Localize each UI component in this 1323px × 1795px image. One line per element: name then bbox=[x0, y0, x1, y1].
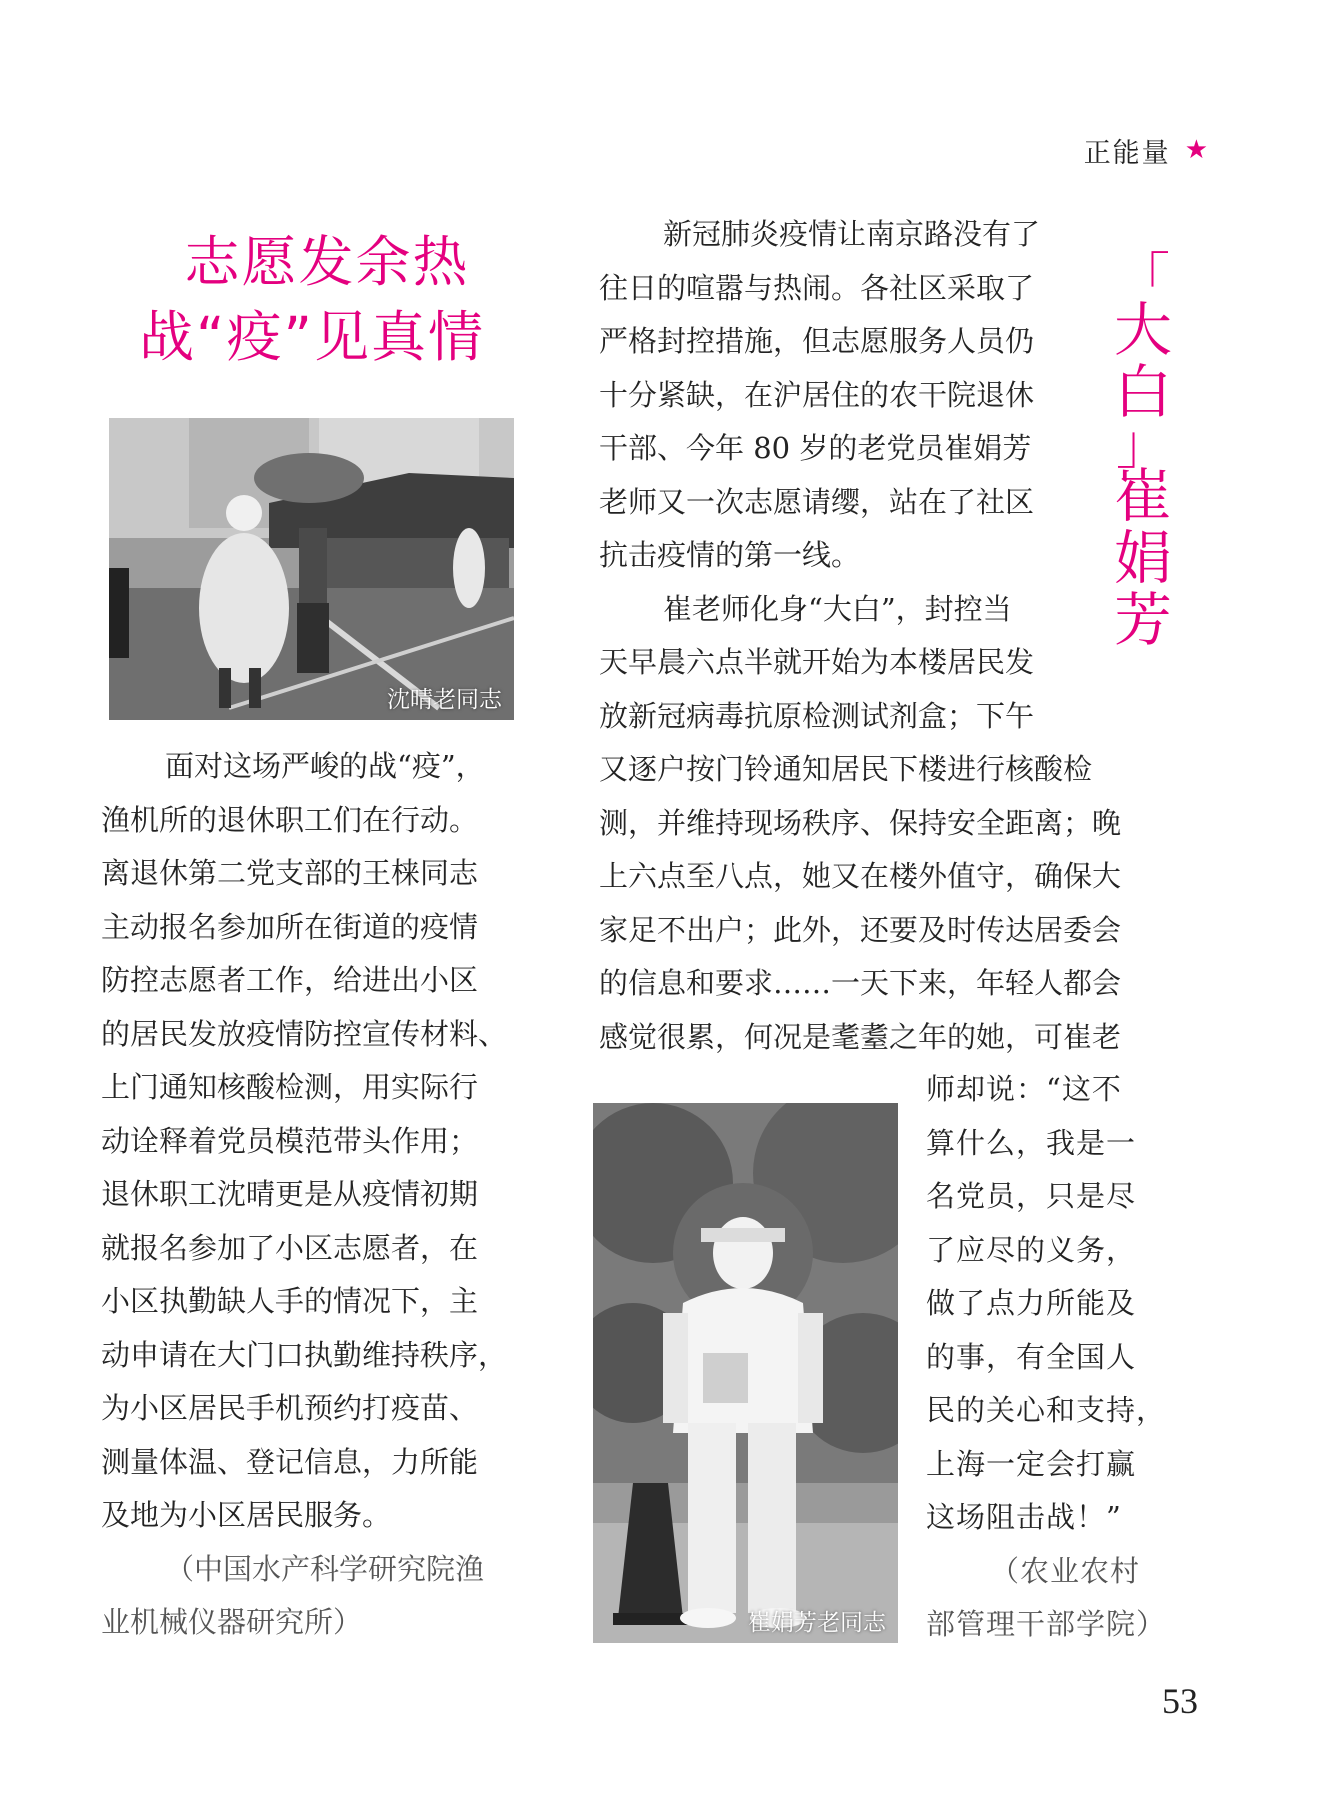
left-body-line: 退休职工沈晴更是从疫情初期 bbox=[101, 1177, 479, 1211]
vertical-title-char: 崔 bbox=[1113, 462, 1172, 530]
right-body-line: 算什么，我是一 bbox=[926, 1125, 1137, 1160]
left-body-line: 及地为小区居民服务。 bbox=[101, 1498, 392, 1532]
left-source-line: 业机械仪器研究所） bbox=[101, 1605, 363, 1639]
left-body-line: 面对这场严峻的战“疫”， bbox=[165, 749, 485, 783]
right-body-line: 民的关心和支持， bbox=[926, 1393, 1167, 1427]
section-label: 正能量 bbox=[1083, 137, 1171, 169]
left-body-line: 的居民发放疫情防控宣传材料、 bbox=[101, 1016, 508, 1051]
left-article-title bbox=[92, 225, 532, 375]
right-photo bbox=[593, 1103, 898, 1643]
left-article-body bbox=[101, 740, 521, 1650]
left-body-line: 离退休第二党支部的王梾同志 bbox=[101, 856, 479, 890]
right-body-line: 了应尽的义务， bbox=[926, 1232, 1137, 1267]
left-photo bbox=[109, 418, 514, 720]
right-body-line: 老师又一次志愿请缨，站在了社区 bbox=[599, 484, 1035, 519]
right-article-narrow-body bbox=[926, 1063, 1166, 1652]
right-body-line: 天早晨六点半就开始为本楼居民发 bbox=[599, 645, 1035, 679]
star-icon: ★ bbox=[1184, 135, 1210, 165]
left-body-line: 为小区居民手机预约打疫苗、 bbox=[101, 1391, 479, 1425]
left-body-line: 小区执勤缺人手的情况下，主 bbox=[101, 1284, 479, 1318]
left-photo-illustration bbox=[109, 418, 514, 720]
right-body-line: 干部、今年 80 岁的老党员崔娟芳 bbox=[599, 431, 1032, 465]
right-body-line: 感觉很累，何况是耄耋之年的她，可崔老 bbox=[599, 1019, 1122, 1054]
right-body-line: 严格封控措施，但志愿服务人员仍 bbox=[599, 324, 1035, 358]
left-photo-caption: 沈晴老同志 bbox=[387, 687, 502, 713]
right-body-line: 崔老师化身“大白”，封控当 bbox=[663, 591, 1012, 626]
right-body-line: 抗击疫情的第一线。 bbox=[599, 538, 861, 572]
right-article-wide-body bbox=[599, 743, 1169, 1064]
section-tag bbox=[1020, 130, 1210, 170]
right-body-line: 上海一定会打赢 bbox=[926, 1446, 1137, 1481]
right-body-line: 放新冠病毒抗原检测试剂盒；下午 bbox=[599, 698, 1035, 733]
right-body-line: 师却说：“这不 bbox=[926, 1072, 1122, 1106]
right-body-line: 的事，有全国人 bbox=[926, 1339, 1137, 1374]
right-body-line: 这场阻击战！” bbox=[926, 1500, 1122, 1534]
right-article-vertical-title bbox=[1103, 247, 1183, 678]
left-title-line-1: 志愿发余热 bbox=[184, 230, 470, 294]
right-body-line: 做了点力所能及 bbox=[926, 1286, 1137, 1320]
left-body-line: 主动报名参加所在街道的疫情 bbox=[101, 909, 479, 944]
left-source-line: （中国水产科学研究院渔 bbox=[165, 1551, 485, 1586]
left-body-line: 动申请在大门口执勤维持秩序， bbox=[101, 1337, 508, 1372]
vertical-title-char: 「 bbox=[1116, 247, 1170, 310]
left-body-line: 就报名参加了小区志愿者，在 bbox=[101, 1230, 479, 1265]
right-body-line: 的信息和要求……一天下来，年轻人都会 bbox=[599, 966, 1122, 1000]
vertical-title-char: 大 bbox=[1113, 296, 1172, 364]
right-article-upper-body bbox=[599, 208, 1079, 743]
left-title-line-2: 战“疫”见真情 bbox=[139, 305, 485, 369]
left-body-line: 渔机所的退休职工们在行动。 bbox=[101, 802, 479, 837]
right-body-line: 又逐户按门铃通知居民下楼进行核酸检 bbox=[599, 752, 1093, 786]
right-body-line: 往日的喧嚣与热闹。各社区采取了 bbox=[599, 270, 1035, 305]
page-number: 53 bbox=[1162, 1681, 1198, 1721]
left-body-line: 动诠释着党员模范带头作用； bbox=[101, 1123, 479, 1158]
right-body-line: 新冠肺炎疫情让南京路没有了 bbox=[663, 217, 1041, 251]
vertical-title-char: 白 bbox=[1113, 358, 1172, 426]
right-body-line: 测，并维持现场秩序、保持安全距离；晚 bbox=[599, 805, 1122, 840]
right-photo-illustration bbox=[593, 1103, 898, 1643]
right-body-line: 上六点至八点，她又在楼外值守，确保大 bbox=[599, 859, 1122, 893]
vertical-title-char: 」 bbox=[1116, 413, 1170, 476]
right-source-line: 部管理干部学院） bbox=[926, 1607, 1167, 1641]
right-body-line: 十分紧缺，在沪居住的农干院退休 bbox=[599, 377, 1035, 412]
right-photo-caption: 崔娟芳老同志 bbox=[748, 1610, 886, 1636]
right-body-line: 名党员，只是尽 bbox=[926, 1179, 1137, 1213]
vertical-title-char: 娟 bbox=[1113, 524, 1172, 592]
vertical-title-char: 芳 bbox=[1113, 586, 1172, 654]
right-source-line: （农业农村 bbox=[990, 1553, 1141, 1588]
left-body-line: 测量体温、登记信息，力所能 bbox=[101, 1444, 479, 1479]
left-body-line: 防控志愿者工作，给进出小区 bbox=[101, 963, 479, 997]
right-body-line: 家足不出户；此外，还要及时传达居委会 bbox=[599, 912, 1122, 947]
left-body-line: 上门通知核酸检测，用实际行 bbox=[101, 1070, 479, 1104]
